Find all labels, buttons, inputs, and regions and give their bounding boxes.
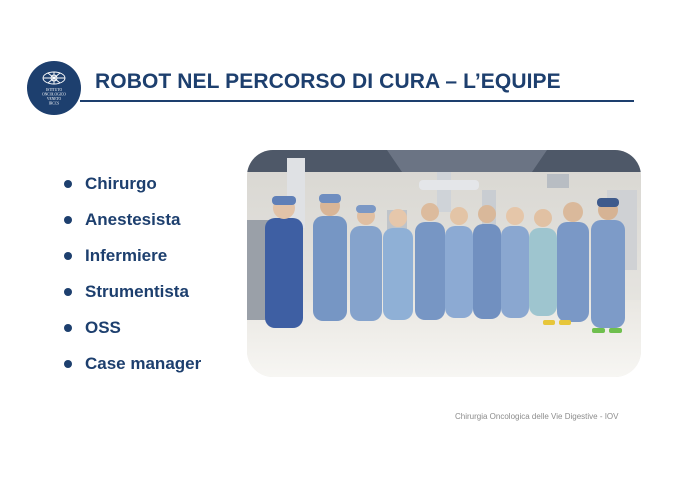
list-item xyxy=(64,238,201,274)
role-label: Strumentista xyxy=(85,282,189,301)
role-label: Case manager xyxy=(85,354,202,373)
list-item xyxy=(64,274,201,310)
role-label: Anestesista xyxy=(85,210,181,229)
list-item xyxy=(64,310,201,346)
bullet-dot-icon xyxy=(64,216,72,224)
bullet-dot-icon xyxy=(64,324,72,332)
institute-logo-icon xyxy=(27,61,81,115)
logo-line-2: ONCOLOGICO xyxy=(42,92,66,97)
bullet-dot-icon xyxy=(64,360,72,368)
logo-line-4: IRCCS xyxy=(48,101,60,106)
bullet-dot-icon xyxy=(64,288,72,296)
list-item xyxy=(64,202,201,238)
role-list xyxy=(64,166,201,382)
footer-caption: Chirurgia Oncologica delle Vie Digestive - IOV xyxy=(455,412,619,421)
list-item xyxy=(64,166,201,202)
bullet-dot-icon xyxy=(64,180,72,188)
role-label: Infermiere xyxy=(85,246,168,265)
bullet-dot-icon xyxy=(64,252,72,260)
logo-line-3: VENETO xyxy=(46,97,62,101)
role-label: OSS xyxy=(85,318,121,337)
role-label: Chirurgo xyxy=(85,174,157,193)
logo-line-1: ISTITUTO xyxy=(45,88,63,92)
list-item xyxy=(64,346,201,382)
team-photo xyxy=(247,150,641,377)
title-divider xyxy=(80,100,634,102)
slide-title: ROBOT NEL PERCORSO DI CURA – L’EQUIPE xyxy=(95,70,561,93)
